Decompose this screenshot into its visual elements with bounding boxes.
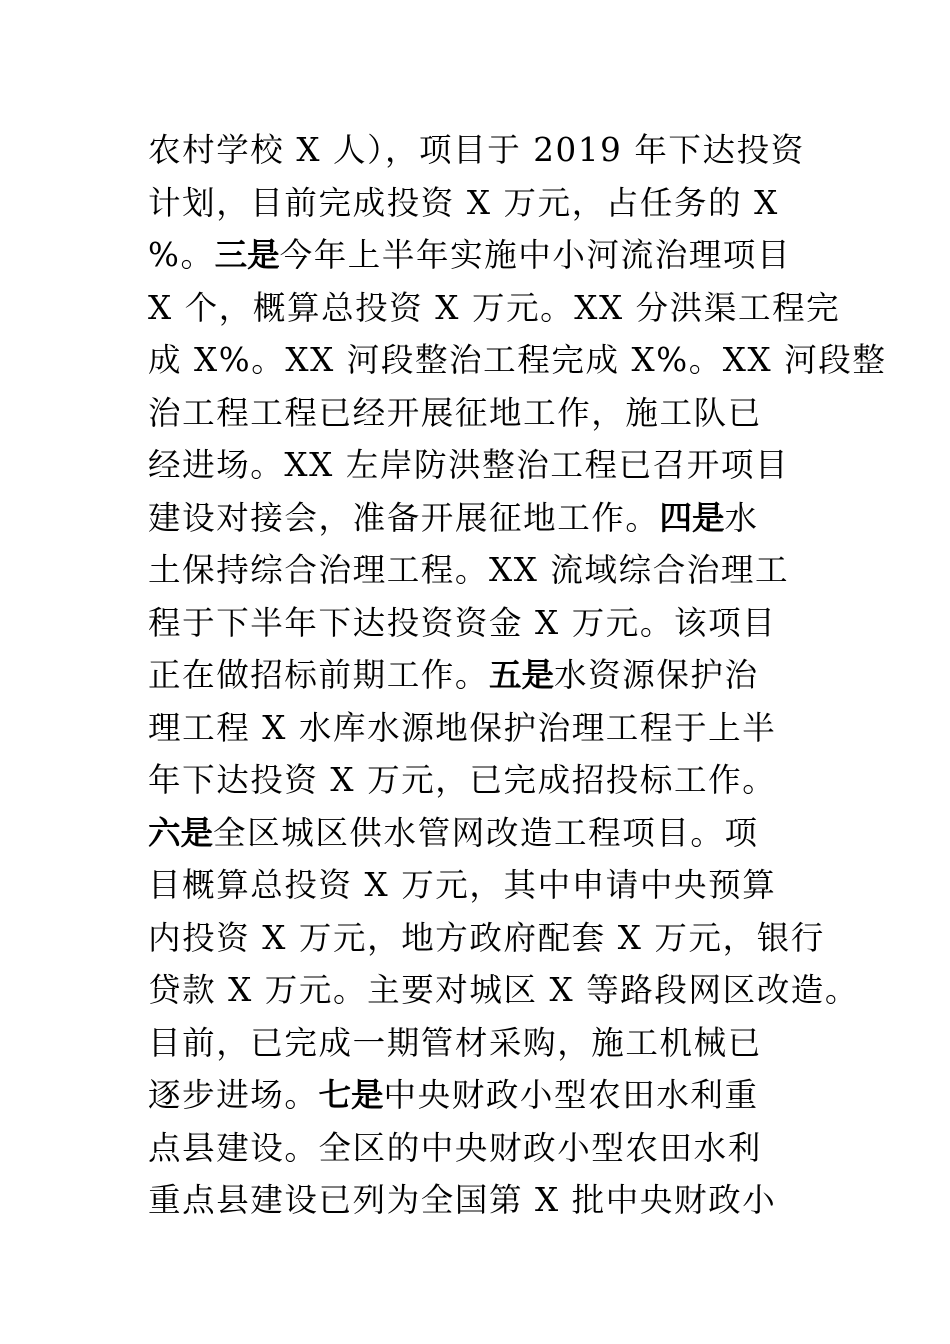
text-line [148, 649, 848, 702]
text-line [148, 334, 887, 387]
text-run: 经进场。XX 左岸防洪整治工程已召开项目 [148, 446, 790, 484]
text-run: 水资源保护治 [554, 656, 759, 694]
text-run: %。 [148, 236, 215, 274]
text-line [148, 912, 848, 965]
text-run: 土保持综合治理工程。XX 流域综合治理工 [148, 551, 790, 589]
body-text [148, 124, 887, 1227]
text-run: 水 [724, 498, 759, 537]
emphasis-text: 五是 [489, 656, 555, 694]
text-run: 目前，已完成一期管材采购，施工机械已 [148, 1023, 762, 1062]
text-run: 全区城区供水管网改造工程项目。项 [213, 813, 759, 852]
text-run: X 个，概算总投资 X 万元。XX 分洪渠工程完 [148, 288, 841, 327]
text-line [148, 282, 848, 335]
text-run: 重点县建设已列为全国第 X 批中央财政小 [148, 1181, 777, 1219]
emphasis-text: 六是 [148, 813, 214, 852]
text-run: 今年上半年实施中小河流治理项目 [279, 236, 792, 274]
text-line [148, 1174, 848, 1227]
text-line [148, 702, 848, 755]
text-run: 内投资 X 万元，地方政府配套 X 万元，银行 [148, 918, 825, 957]
text-run: 成 X%。XX 河段整治工程完成 X%。XX 河段整 [148, 341, 887, 379]
text-line [148, 124, 848, 177]
text-run: 年下达投资 X 万元，已完成招投标工作。 [148, 761, 777, 799]
emphasis-text: 四是 [659, 498, 725, 537]
text-run: 程于下半年下达投资资金 X 万元。该项目 [148, 603, 777, 642]
text-line [148, 544, 848, 597]
text-line [148, 859, 848, 912]
text-line [148, 597, 848, 650]
text-run: 贷款 X 万元。主要对城区 X 等路段网区改造。 [148, 971, 859, 1009]
text-run: 治工程工程已经开展征地工作，施工队已 [148, 393, 762, 432]
text-run: 点县建设。全区的中央财政小型农田水利 [148, 1128, 762, 1167]
emphasis-text: 三是 [214, 236, 280, 274]
text-run: 中央财政小型农田水利重 [383, 1076, 759, 1114]
text-line [148, 229, 848, 282]
text-line [148, 1069, 848, 1122]
text-run: 农村学校 X 人），项目于 2019 年下达投资 [148, 131, 805, 169]
text-line [148, 439, 848, 492]
text-line [148, 387, 848, 440]
text-run: 计划，目前完成投资 X 万元，占任务的 X [148, 183, 779, 222]
text-line [148, 1017, 848, 1070]
text-line [148, 807, 848, 860]
text-run: 目概算总投资 X 万元，其中申请中央预算 [148, 866, 777, 904]
emphasis-text: 七是 [318, 1076, 384, 1114]
text-line [148, 1122, 848, 1175]
text-run: 正在做招标前期工作。 [148, 656, 490, 694]
text-run: 建设对接会，准备开展征地工作。 [148, 498, 660, 537]
text-line [148, 964, 859, 1017]
text-line [148, 492, 848, 545]
text-run: 逐步进场。 [148, 1076, 319, 1114]
text-line [148, 754, 848, 807]
text-line [148, 177, 848, 230]
text-run: 理工程 X 水库水源地保护治理工程于上半 [148, 708, 777, 747]
